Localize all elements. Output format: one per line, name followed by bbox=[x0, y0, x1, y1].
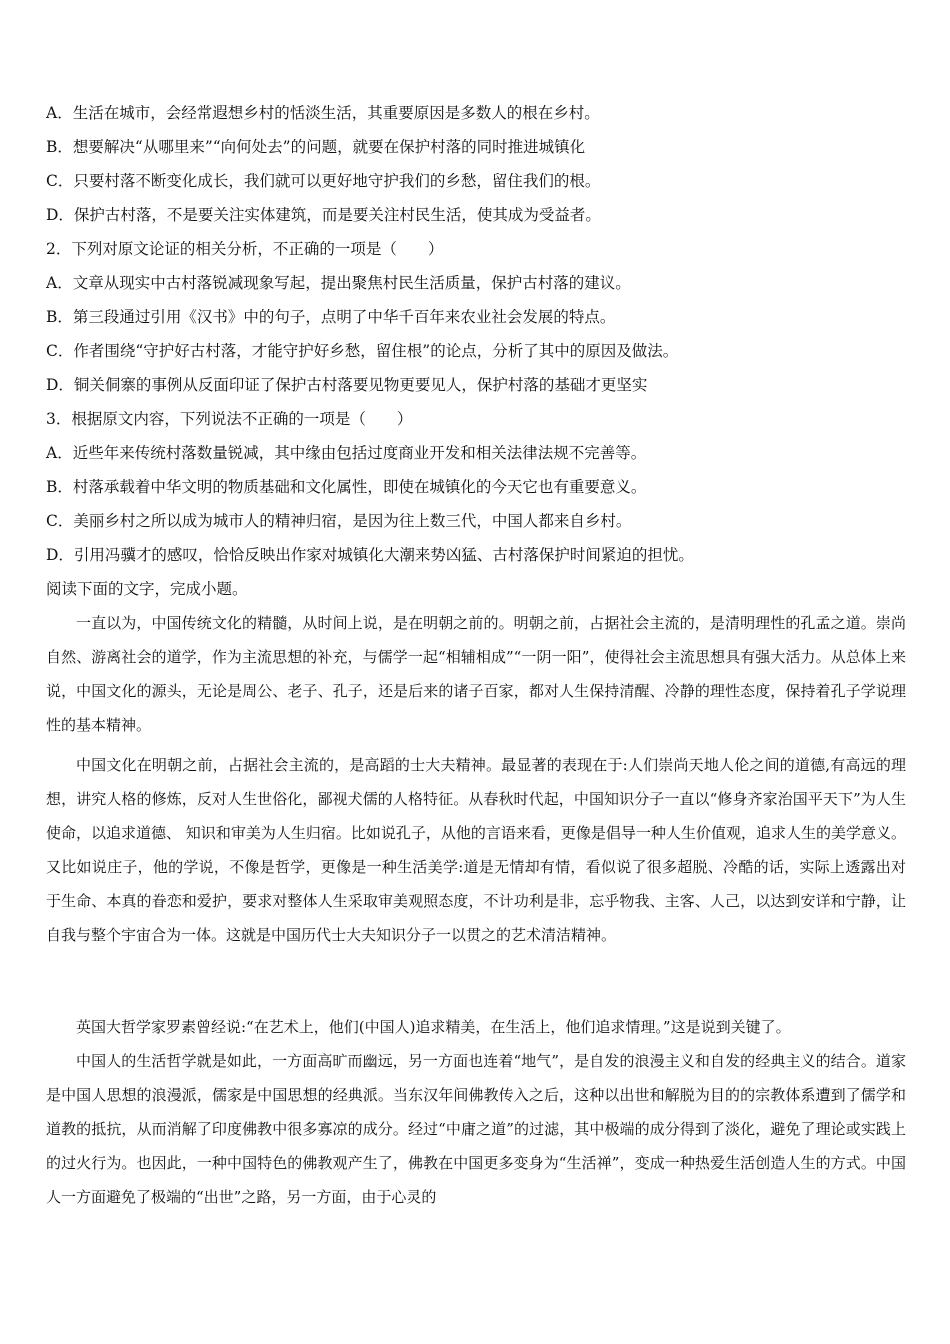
q3-stem: 3．根据原文内容，下列说法不正确的一项是（ ） bbox=[46, 410, 413, 428]
q3-option-a: A．近些年来传统村落数量锐减，其中缘由包括过度商业开发和相关法律法规不完善等。 bbox=[46, 444, 647, 462]
q1-option-b: B．想要解决“从哪里来”“向何处去”的问题，就要在保护村落的同时推进城镇化 bbox=[46, 138, 586, 156]
q2-option-d: D．铜关侗寨的事例从反面印证了保护古村落要见物更要见人，保护村落的基础才更坚实 bbox=[46, 376, 648, 394]
q3-option-b: B．村落承载着中华文明的物质基础和文化属性，即使在城镇化的今天它也有重要意义。 bbox=[46, 478, 647, 496]
q2-option-b: B．第三段通过引用《汉书》中的句子，点明了中华千百年来农业社会发展的特点。 bbox=[46, 308, 616, 326]
q2-option-c: C．作者围绕“守护好古村落，才能守护好乡愁，留住根”的论点，分析了其中的原因及做法。 bbox=[46, 342, 679, 360]
q3-option-d: D．引用冯骥才的感叹，恰恰反映出作家对城镇化大潮来势凶猛、古村落保护时间紧迫的担忧。 bbox=[46, 546, 694, 564]
q2-option-a: A．文章从现实中古村落锐减现象写起，提出聚焦村民生活质量，保护古村落的建议。 bbox=[46, 274, 631, 292]
passage-paragraph-3: 英国大哲学家罗素曾经说:“在艺术上，他们(中国人)追求精美，在生活上，他们追求情理。”这是说到关键了。 bbox=[76, 1018, 791, 1036]
q1-option-c: C．只要村落不断变化成长，我们就可以更好地守护我们的乡愁，留住我们的根。 bbox=[46, 172, 601, 190]
passage-paragraph-4: 中国人的生活哲学就是如此，一方面高旷而幽远，另一方面也连着“地气”，是自发的浪漫主义和自发的经典主义的结合。道家是中国人思想的浪漫派，儒家是中国思想的经典派。当东汉年间佛教传入之后，这种以出世和解脱为目的的宗教体系遭到了儒学和道教的抵抗，从而消解了印度佛教中很多寡凉的成分。经过“中庸之道”的过滤，其中极端的成分得到了淡化，避免了理论或实践上的过火行为。也因此，一种中国特色的佛教观产生了，佛教在中国更多变身为“生活禅”，变成一种热爱生活创造人生的方式。中国人一方面避免了极端的“出世”之路，另一方面，由于心灵的 bbox=[46, 1052, 906, 1206]
passage-paragraph-2: 中国文化在明朝之前，占据社会主流的，是高蹈的士大夫精神。最显著的表现在于:人们崇尚天地人伦之间的道德,有高远的理想，讲究人格的修炼，反对人生世俗化，鄙视犬儒的人格特征。从春秋时代起，中国知识分子一直以“修身齐家治国平天下”为人生使命，以追求道德、 知识和审美为人生归宿。比如说孔子，从他的言语来看，更像是倡导一种人生价值观，追求人生的美学意义。又比如说庄子，他的学说，不像是哲学，更像是一种生活美学:道是无情却有情，看似说了很多超脱、冷酷的话，实际上透露出对于生命、本真的眷恋和爱护，要求对整体人生采取审美观照态度，不计功利是非，忘乎物我、主客、人己，以达到安详和宁静，让自我与整个宇宙合为一体。这就是中国历代士大夫知识分子一以贯之的艺术清洁精神。 bbox=[46, 756, 906, 944]
q1-option-d: D．保护古村落，不是要关注实体建筑，而是要关注村民生活，使其成为受益者。 bbox=[46, 206, 601, 224]
q2-stem: 2．下列对原文论证的相关分析，不正确的一项是（ ） bbox=[46, 240, 444, 258]
reading-instruction: 阅读下面的文字，完成小题。 bbox=[46, 580, 248, 598]
q3-option-c: C．美丽乡村之所以成为城市人的精神归宿，是因为往上数三代，中国人都来自乡村。 bbox=[46, 512, 632, 530]
passage-paragraph-1: 一直以为，中国传统文化的精髓，从时间上说，是在明朝之前的。明朝之前，占据社会主流的，是清明理性的孔孟之道。崇尚自然、游离社会的道学，作为主流思想的补充，与儒学一起“相辅相成”“一阴一阳”，使得社会主流思想具有强大活力。从总体上来说，中国文化的源头，无论是周公、老子、孔子，还是后来的诸子百家，都对人生保持清醒、冷静的理性态度，保持着孔子学说理性的基本精神。 bbox=[46, 614, 906, 734]
q1-option-a: A．生活在城市，会经常遐想乡村的恬淡生活，其重要原因是多数人的根在乡村。 bbox=[46, 104, 600, 122]
